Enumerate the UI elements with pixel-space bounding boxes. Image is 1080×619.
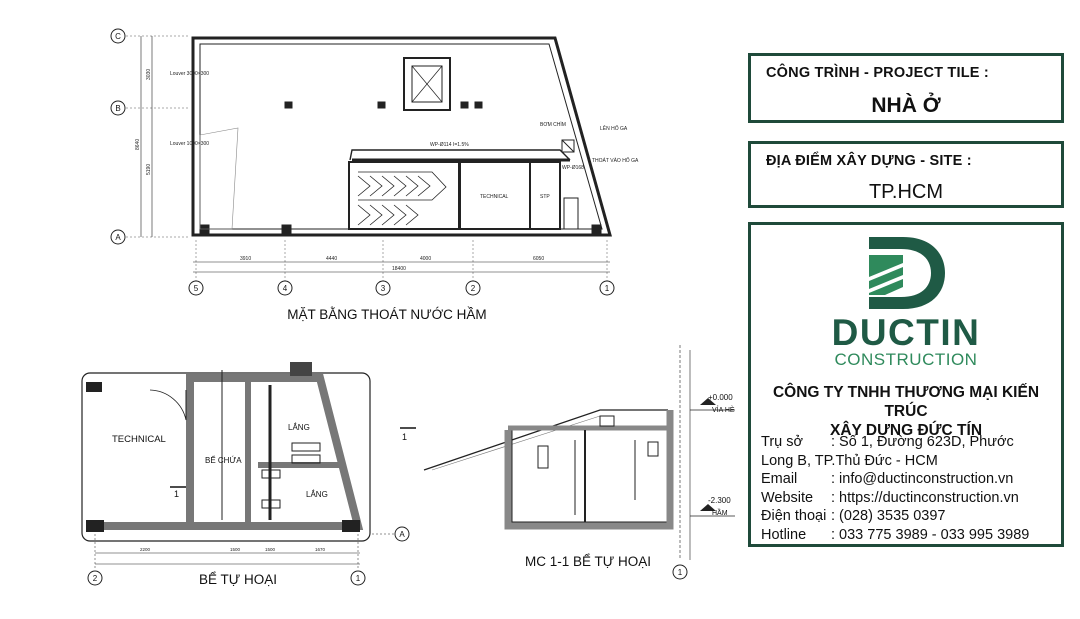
dim-side-2: 5190 <box>146 163 152 175</box>
section-mark-right: 1 <box>402 432 408 442</box>
note-pipe-2: WP-Ø168 <box>562 165 584 171</box>
grid-col-4: 4 <box>282 284 288 293</box>
hotline-value[interactable]: : 033 775 3989 - 033 995 3989 <box>831 526 1030 543</box>
brand-sub: CONSTRUCTION <box>834 350 978 369</box>
level-top-label: VỈA HÈ <box>712 407 735 414</box>
room-technical: TECHNICAL <box>480 194 509 200</box>
grid-col-2: 2 <box>470 284 476 293</box>
septic-section <box>424 345 735 560</box>
dim-col-1: 3910 <box>240 256 252 262</box>
septic-plan <box>82 362 394 570</box>
company-name-line2: XÂY DỰNG ĐỨC TÍN <box>829 422 983 439</box>
room-stp: STP <box>540 194 550 200</box>
plan-outline <box>193 38 610 235</box>
septic-title: BỂ TỰ HOẠI <box>198 572 278 587</box>
project-value: NHÀ Ở <box>871 94 941 117</box>
hotline-label: Hotline <box>761 526 807 543</box>
site-panel <box>748 141 1064 208</box>
grid-row-c: C <box>115 32 121 41</box>
dim-col-4: 6050 <box>533 256 545 262</box>
company-name <box>751 383 1061 440</box>
grid-col-5: 5 <box>193 284 199 293</box>
dim-side-1: 3030 <box>146 68 152 80</box>
septic-dim-1: 2200 <box>140 547 151 552</box>
dim-col-2: 4440 <box>326 256 338 262</box>
grid-col-3: 3 <box>380 284 386 293</box>
level-top: +0.000 <box>708 393 733 402</box>
contact-info <box>761 433 1029 544</box>
septic-grid-1: 1 <box>355 574 361 583</box>
address-cont: Long B, TP.Thủ Đức - HCM <box>761 452 938 469</box>
grid-col-1: 1 <box>604 284 610 293</box>
septic-walls <box>190 378 358 526</box>
website-label: Website <box>761 489 814 506</box>
septic-grid-a: A <box>399 530 405 539</box>
grid-row-a: A <box>115 233 121 242</box>
ductin-logo-icon <box>863 233 949 313</box>
dim-side-total: 8640 <box>135 138 141 150</box>
grid-row-b: B <box>115 104 121 113</box>
tank-storage: BỂ CHỨA <box>205 456 242 465</box>
septic-dim-3: 1500 <box>265 547 276 552</box>
phone-label: Điện thoại <box>761 508 827 524</box>
note-up-manhole: LÊN HỐ GA <box>600 126 628 132</box>
septic-grid-2: 2 <box>92 574 98 583</box>
note-pipe: WP-Ø114 I=1.5% <box>430 142 469 148</box>
project-panel <box>748 53 1064 123</box>
louver-2: Louver 1000×300 <box>170 141 210 147</box>
septic-section-mark: 1 <box>174 489 180 499</box>
site-label: ĐỊA ĐIỂM XÂY DỰNG - SITE : <box>766 153 972 169</box>
plan-title: MẶT BẰNG THOÁT NƯỚC HẦM <box>287 307 487 322</box>
company-name-line1: CÔNG TY TNHH THƯƠNG MẠI KIẾN TRÚC <box>772 384 1040 420</box>
address-label: Trụ sở <box>761 434 803 450</box>
email-label: Email <box>761 471 798 487</box>
septic-dim-4: 1670 <box>315 547 326 552</box>
tank-settle-2: LẮNG <box>306 490 328 499</box>
address-value: : Số 1, Đường 623D, Phước <box>831 434 1014 450</box>
section-title: MC 1-1 BỂ TỰ HOẠI <box>524 554 652 569</box>
site-value: TP.HCM <box>868 181 944 203</box>
email-value[interactable]: : info@ductinconstruction.vn <box>831 471 1014 487</box>
dim-col-3: 4000 <box>420 256 432 262</box>
section-grid-1: 1 <box>677 568 683 577</box>
louver-1: Louver 3000×300 <box>170 71 210 77</box>
phone-value[interactable]: : (028) 3535 0397 <box>831 508 946 524</box>
septic-dim-2: 1500 <box>230 547 241 552</box>
website-value[interactable]: : https://ductinconstruction.vn <box>831 489 1019 506</box>
note-pump: BƠM CHÌM <box>540 122 566 128</box>
level-bottom: -2.300 <box>708 496 731 505</box>
note-drain-manhole: THOÁT VÀO HỐ GA <box>592 158 639 164</box>
tank-settle-1: LẮNG <box>288 423 310 432</box>
septic-technical: TECHNICAL <box>112 434 166 445</box>
brand-name: DUCTIN <box>831 312 981 353</box>
project-label: CÔNG TRÌNH - PROJECT TILE : <box>766 65 989 81</box>
company-panel <box>748 222 1064 547</box>
dim-total: 18400 <box>392 266 406 272</box>
level-bottom-label: HẦM <box>712 510 728 517</box>
